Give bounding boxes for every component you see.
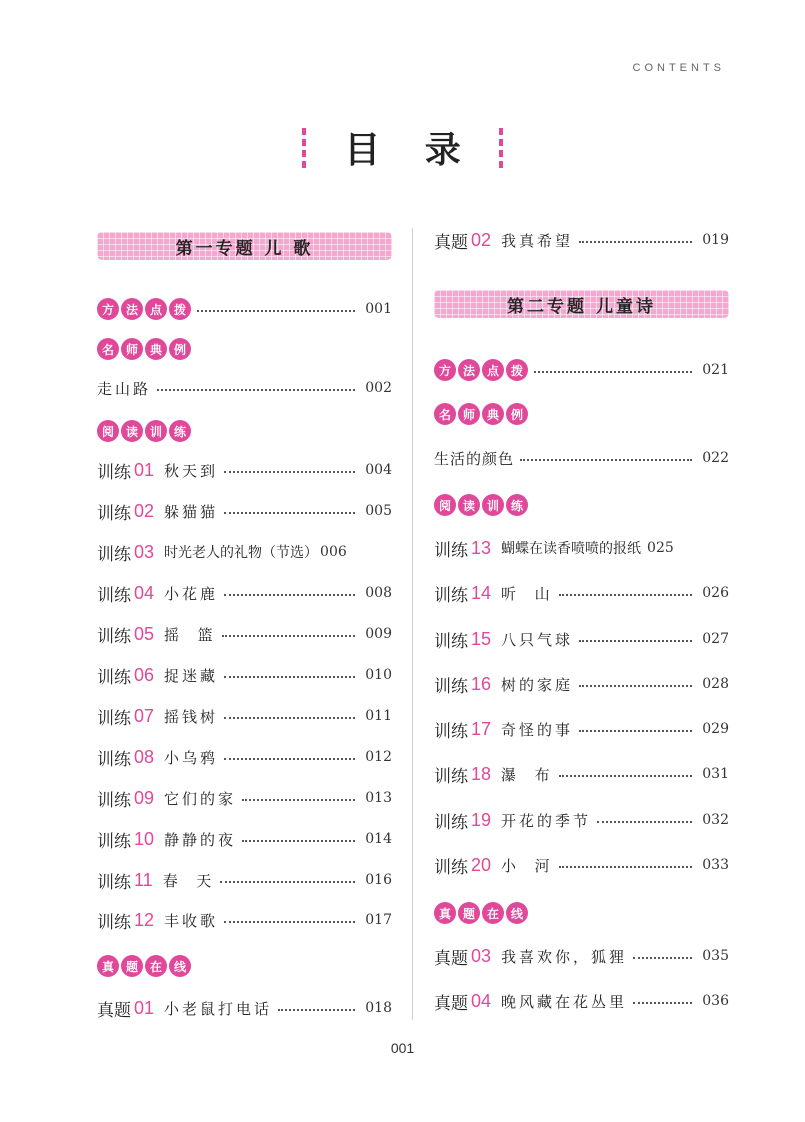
page-number: 014 (365, 831, 392, 847)
badge-char: 阅 (97, 420, 119, 442)
entry-number: 08 (134, 746, 155, 767)
badge-char: 线 (506, 902, 528, 924)
toc-entry-exam[interactable] (434, 228, 729, 252)
leader-dots (220, 881, 355, 883)
entry-number: 14 (471, 582, 492, 603)
entry-prefix: 训练 (434, 721, 468, 742)
entry-number: 19 (471, 809, 492, 830)
method-badges (434, 359, 528, 381)
page-number: 011 (365, 708, 392, 724)
toc-entry-training[interactable] (97, 499, 392, 523)
leader-dots (597, 821, 692, 823)
page-number: 035 (702, 948, 729, 964)
entry-title: 它们的家 (164, 789, 237, 808)
entry-title: 树的家庭 (501, 675, 574, 694)
entry-number: 13 (471, 537, 492, 558)
entry-prefix: 训练 (97, 708, 131, 729)
entry-number: 11 (134, 869, 153, 890)
entry-title: 小乌鸦 (164, 748, 219, 767)
entry-title: 小 河 (501, 856, 553, 875)
right-column (434, 0, 729, 1122)
entry-number: 06 (134, 664, 155, 685)
page-number: 006 (320, 544, 347, 560)
entry-number: 03 (134, 541, 155, 562)
badge-char: 真 (97, 955, 119, 977)
leader-dots (559, 594, 693, 596)
leader-dots (559, 775, 693, 777)
badge-char: 练 (169, 420, 191, 442)
entry-title: 听 山 (501, 584, 553, 603)
toc-entry-training[interactable] (434, 581, 729, 605)
exam-badges (434, 902, 528, 924)
entry-prefix: 训练 (434, 766, 468, 787)
leader-dots (224, 594, 355, 596)
entry-number: 01 (134, 997, 155, 1018)
leader-dots (224, 758, 355, 760)
entry-title: 奇怪的事 (501, 720, 574, 739)
topic-banner-2 (434, 290, 729, 318)
entry-prefix: 训练 (434, 812, 468, 833)
entry-number: 09 (134, 787, 155, 808)
page-number: 008 (365, 585, 392, 601)
toc-entry-training[interactable] (97, 786, 392, 810)
toc-entry-training[interactable] (97, 745, 392, 769)
entry-title: 躲猫猫 (164, 502, 219, 521)
toc-entry-training[interactable] (97, 622, 392, 646)
entry-prefix: 训练 (97, 462, 131, 483)
page-number: 010 (365, 667, 392, 683)
badge-char: 例 (506, 403, 528, 425)
badge-char: 在 (482, 902, 504, 924)
badge-char: 法 (458, 359, 480, 381)
leader-dots (224, 717, 355, 719)
entry-number: 02 (471, 229, 492, 250)
entry-number: 18 (471, 763, 492, 784)
entry-title: 小老鼠打电话 (164, 999, 273, 1018)
entry-number: 07 (134, 705, 155, 726)
badge-char: 在 (145, 955, 167, 977)
entry-number: 04 (134, 582, 155, 603)
column-divider (412, 228, 413, 1020)
toc-entry-training[interactable] (97, 704, 392, 728)
badge-char: 题 (458, 902, 480, 924)
page-number: 028 (702, 676, 729, 692)
topic-banner-label: 第一专题 儿 歌 (175, 238, 314, 259)
leader-dots (197, 310, 355, 312)
page-title: 目 录 (344, 130, 477, 171)
page-number: 022 (702, 450, 729, 466)
badge-char: 方 (434, 359, 456, 381)
page-number: 005 (365, 503, 392, 519)
page-number: 036 (702, 993, 729, 1009)
badge-char: 阅 (434, 494, 456, 516)
leader-dots (559, 866, 693, 868)
leader-dots (633, 957, 692, 959)
entry-number: 02 (134, 500, 155, 521)
badge-char: 拨 (169, 298, 191, 320)
badge-char: 方 (97, 298, 119, 320)
toc-entry-training[interactable] (97, 908, 392, 932)
entry-prefix: 真题 (434, 948, 468, 969)
leader-dots (157, 389, 355, 391)
method-badges (97, 298, 191, 320)
entry-number: 12 (134, 909, 155, 930)
badge-char: 名 (97, 338, 119, 360)
badge-char: 典 (482, 403, 504, 425)
entry-prefix: 训练 (97, 749, 131, 770)
badge-char: 师 (458, 403, 480, 425)
entry-title: 静静的夜 (164, 830, 237, 849)
contents-label: CONTENTS (632, 62, 725, 74)
toc-entry-training[interactable] (97, 581, 392, 605)
toc-entry-training[interactable] (97, 540, 392, 564)
entry-prefix: 真题 (434, 993, 468, 1014)
entry-title: 晚风藏在花丛里 (501, 992, 628, 1011)
example-badges (434, 403, 528, 425)
example-badges (97, 338, 191, 360)
page-number: 025 (647, 540, 674, 556)
badge-char: 读 (458, 494, 480, 516)
page-number: 001 (365, 301, 392, 317)
left-column (97, 0, 392, 1122)
entry-title: 时光老人的礼物（节选） (164, 545, 319, 561)
page-number: 031 (702, 766, 729, 782)
leader-dots (520, 459, 692, 461)
entry-title: 摇钱树 (164, 707, 219, 726)
page-number: 019 (702, 232, 729, 248)
entry-title: 走山路 (97, 379, 152, 398)
badge-char: 例 (169, 338, 191, 360)
page-number: 012 (365, 749, 392, 765)
badge-char: 名 (434, 403, 456, 425)
toc-entry-example-2[interactable] (434, 446, 729, 470)
page-number: 002 (365, 380, 392, 396)
exam-badges (97, 955, 191, 977)
toc-entry-example-1[interactable] (97, 376, 392, 400)
entry-number: 20 (471, 854, 492, 875)
entry-prefix: 训练 (97, 503, 131, 524)
entry-prefix: 训练 (434, 585, 468, 606)
badge-char: 点 (482, 359, 504, 381)
entry-prefix: 训练 (97, 626, 131, 647)
entry-prefix: 训练 (97, 585, 131, 606)
badge-char: 典 (145, 338, 167, 360)
entry-title: 八只气球 (501, 630, 574, 649)
page-number: 017 (365, 912, 392, 928)
entry-title: 秋天到 (164, 461, 219, 480)
toc-entry-method-1[interactable] (97, 297, 392, 321)
entry-title: 蝴蝶在读香喷喷的报纸 (501, 541, 642, 557)
page-number: 016 (365, 872, 392, 888)
entry-prefix: 训练 (434, 631, 468, 652)
toc-entry-training[interactable] (434, 808, 729, 832)
leader-dots (579, 730, 692, 732)
leader-dots (633, 1002, 692, 1004)
page-number: 021 (702, 362, 729, 378)
toc-entry-training[interactable] (97, 663, 392, 687)
entry-prefix: 训练 (97, 872, 131, 893)
entry-title: 我真希望 (501, 231, 574, 250)
page-number: 033 (702, 857, 729, 873)
entry-prefix: 真题 (97, 1000, 131, 1021)
leader-dots (224, 921, 355, 923)
entry-title: 瀑 布 (501, 765, 553, 784)
leader-dots (278, 1009, 355, 1011)
leader-dots (242, 799, 355, 801)
page-number: 032 (702, 812, 729, 828)
entry-title: 生活的颜色 (434, 449, 515, 468)
page-number: 013 (365, 790, 392, 806)
entry-number: 17 (471, 718, 492, 739)
badge-char: 练 (506, 494, 528, 516)
leader-dots (224, 471, 355, 473)
badge-char: 训 (145, 420, 167, 442)
entry-number: 05 (134, 623, 155, 644)
footer-page-number: 001 (390, 1040, 415, 1056)
entry-prefix: 训练 (97, 912, 131, 933)
toc-entry-training[interactable] (434, 536, 729, 560)
badge-char: 点 (145, 298, 167, 320)
badge-char: 读 (121, 420, 143, 442)
leader-dots (579, 640, 692, 642)
topic-banner-1 (97, 232, 392, 260)
page-number: 029 (702, 721, 729, 737)
badge-char: 线 (169, 955, 191, 977)
topic-banner-label: 第二专题 儿童诗 (507, 296, 656, 317)
entry-number: 15 (471, 628, 492, 649)
entry-title: 我喜欢你，狐狸 (501, 947, 628, 966)
leader-dots (224, 512, 355, 514)
entry-prefix: 训练 (434, 540, 468, 561)
badge-char: 法 (121, 298, 143, 320)
entry-title: 丰收歌 (164, 911, 219, 930)
leader-dots (534, 371, 692, 373)
page-number: 009 (365, 626, 392, 642)
toc-entry-training[interactable] (434, 672, 729, 696)
entry-title: 开花的季节 (501, 811, 592, 830)
toc-entry-training[interactable] (434, 853, 729, 877)
toc-entry-method-2[interactable] (434, 358, 729, 382)
leader-dots (579, 241, 692, 243)
entry-prefix: 训练 (97, 831, 131, 852)
reading-badges (434, 494, 528, 516)
leader-dots (242, 840, 355, 842)
entry-title: 春 天 (162, 871, 215, 890)
leader-dots (224, 676, 355, 678)
reading-badges (97, 420, 191, 442)
badge-char: 训 (482, 494, 504, 516)
entry-prefix: 训练 (97, 790, 131, 811)
entry-title: 摇 篮 (164, 625, 216, 644)
entry-number: 10 (134, 828, 155, 849)
entry-title: 小花鹿 (164, 584, 219, 603)
entry-title: 捉迷藏 (164, 666, 219, 685)
toc-entry-training[interactable] (97, 458, 392, 482)
page-number: 026 (702, 585, 729, 601)
page-number: 018 (365, 1000, 392, 1016)
entry-prefix: 训练 (434, 676, 468, 697)
badge-char: 师 (121, 338, 143, 360)
entry-prefix: 训练 (97, 667, 131, 688)
toc-entry-exam[interactable] (434, 989, 729, 1013)
entry-number: 04 (471, 990, 492, 1011)
badge-char: 拨 (506, 359, 528, 381)
toc-entry-exam[interactable] (434, 944, 729, 968)
toc-entry-exam[interactable] (97, 996, 392, 1020)
toc-entry-training[interactable] (97, 868, 392, 892)
toc-entry-training[interactable] (434, 717, 729, 741)
entry-number: 01 (134, 459, 155, 480)
entry-prefix: 训练 (434, 857, 468, 878)
toc-entry-training[interactable] (434, 762, 729, 786)
page-number: 004 (365, 462, 392, 478)
toc-entry-training[interactable] (434, 627, 729, 651)
badge-char: 题 (121, 955, 143, 977)
page-number: 027 (702, 631, 729, 647)
entry-number: 03 (471, 945, 492, 966)
leader-dots (222, 635, 356, 637)
entry-prefix: 真题 (434, 232, 468, 253)
entry-number: 16 (471, 673, 492, 694)
toc-entry-training[interactable] (97, 827, 392, 851)
badge-char: 真 (434, 902, 456, 924)
leader-dots (579, 685, 692, 687)
entry-prefix: 训练 (97, 544, 131, 565)
